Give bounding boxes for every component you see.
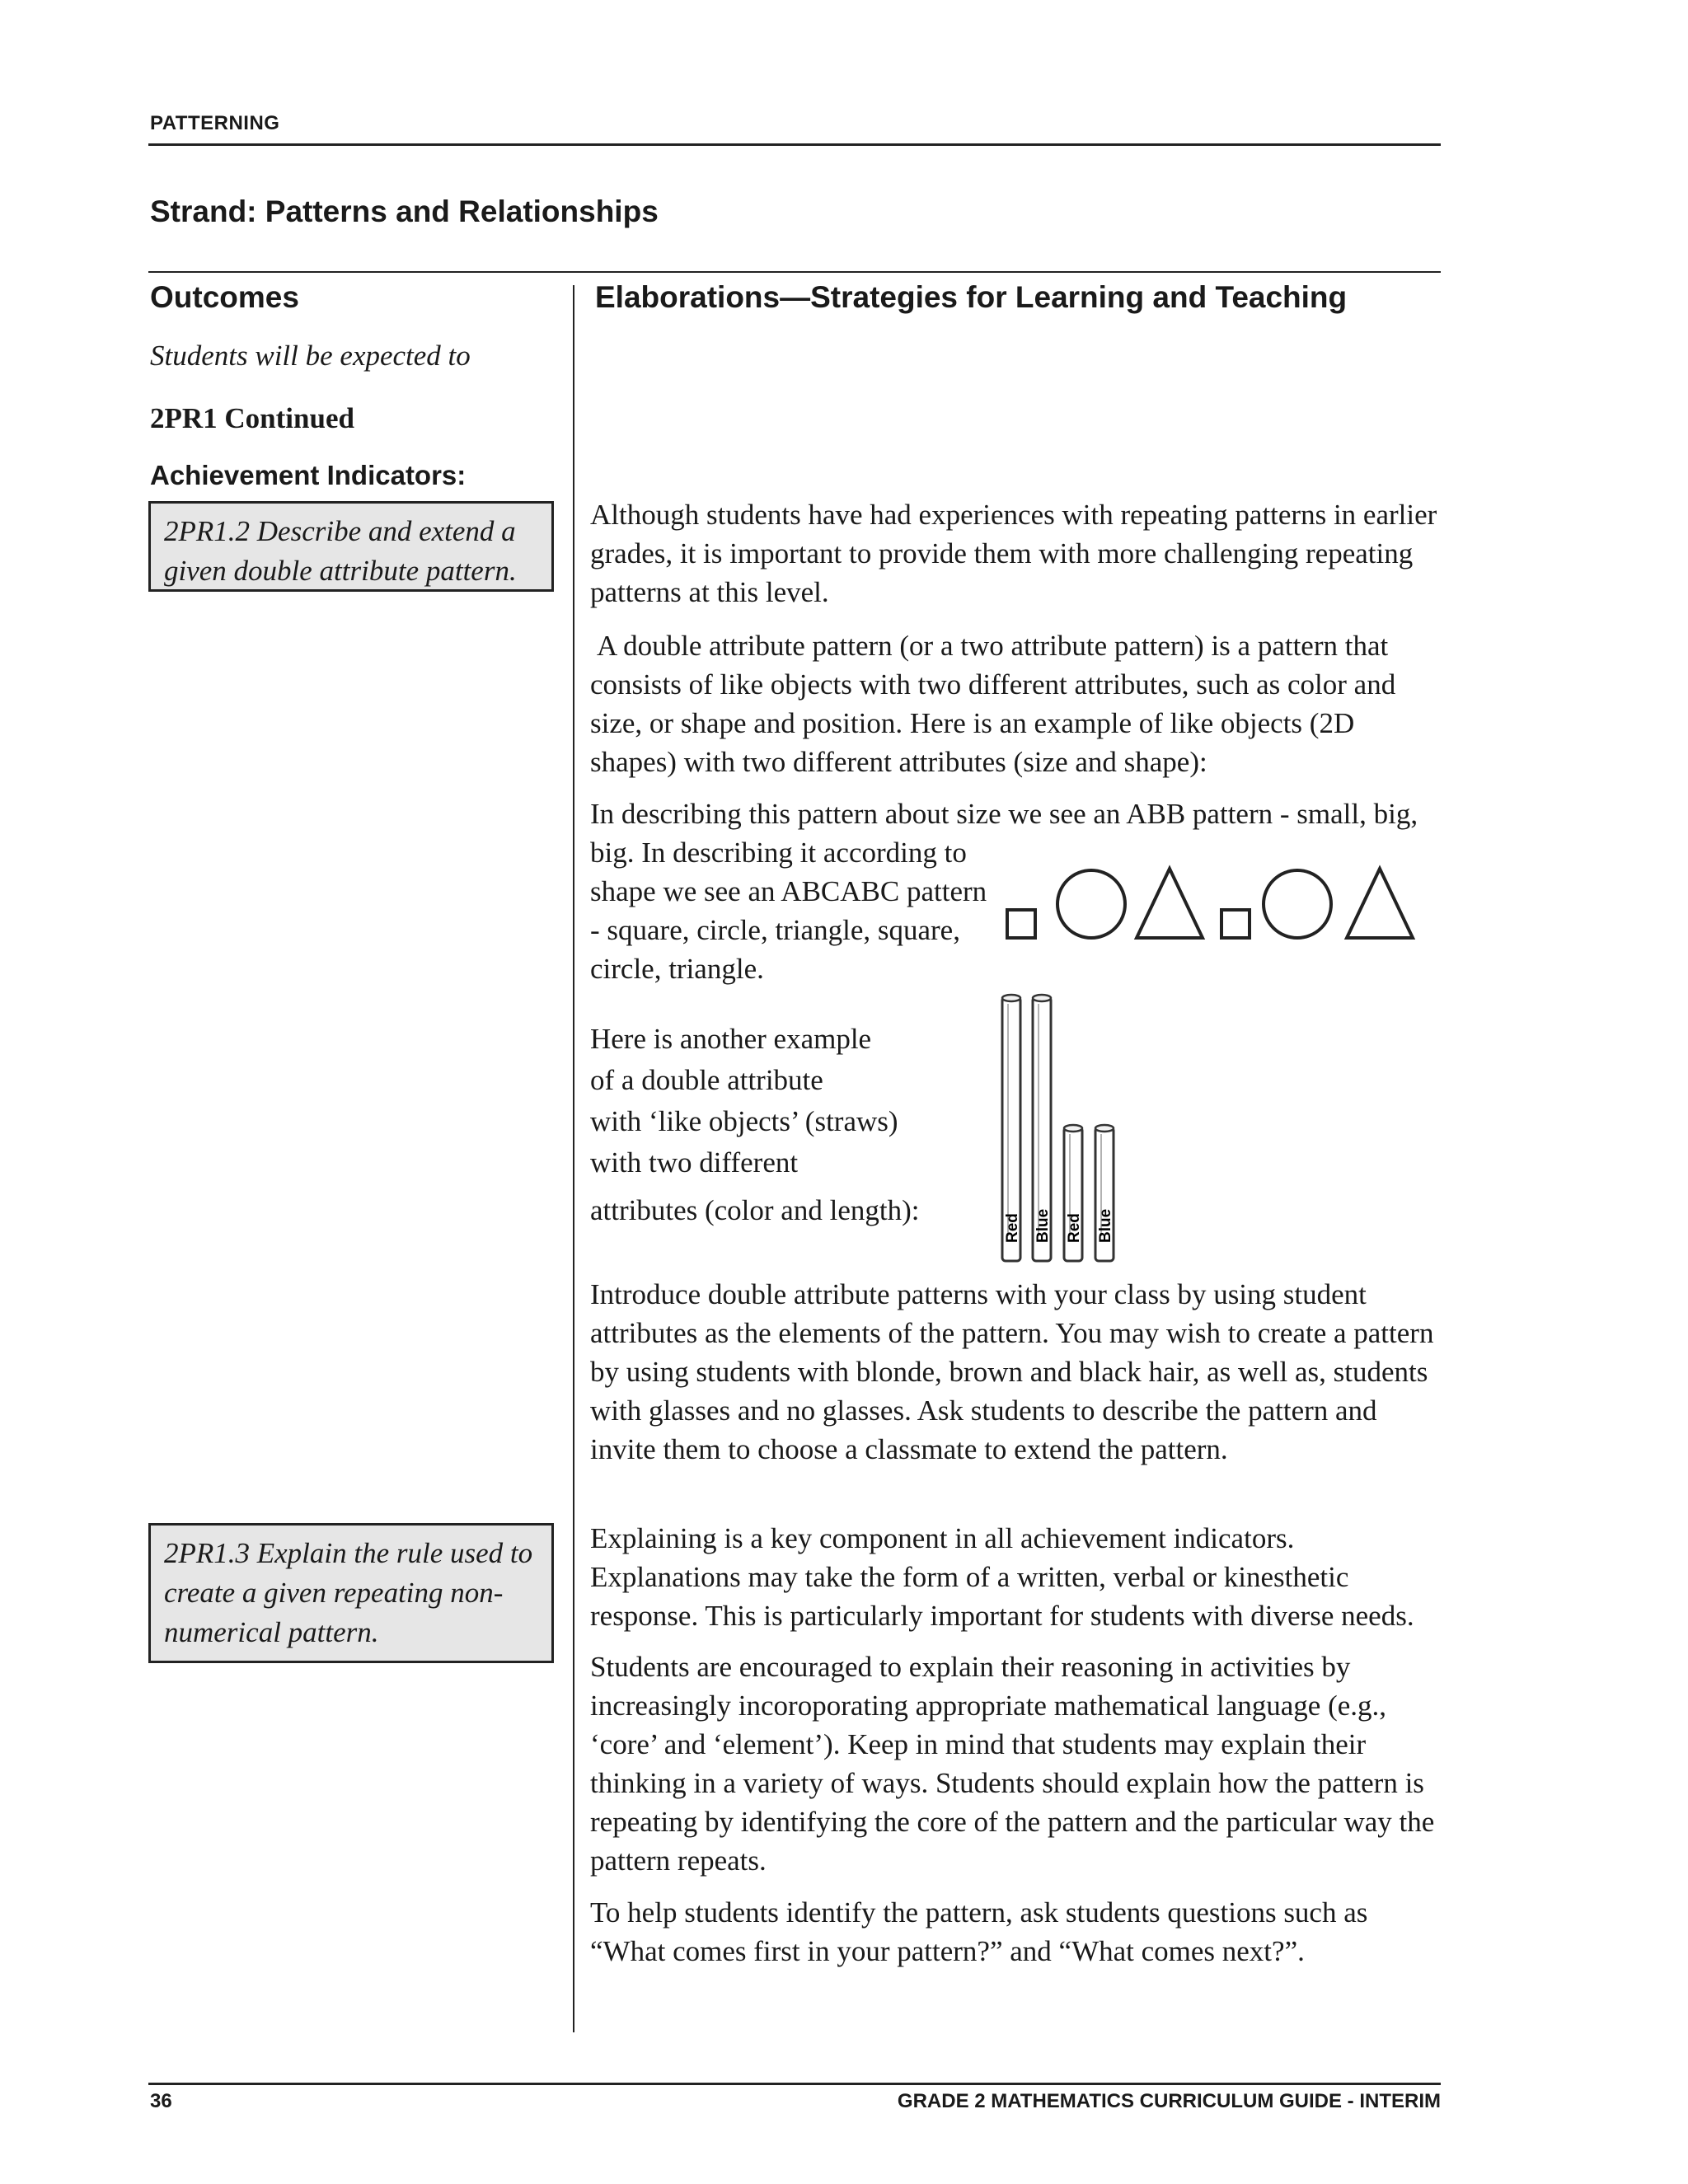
straws-figure (996, 989, 1128, 1269)
guide-title: GRADE 2 MATHEMATICS CURRICULUM GUIDE - INTERIM (897, 2090, 1441, 2112)
paragraph-line: with two different (590, 1146, 799, 1179)
straw-blue-long (1033, 995, 1052, 1261)
big-circle-shape (1057, 870, 1125, 938)
indicator-box-2pr1-2 (148, 501, 554, 592)
straw-red-short (1064, 1125, 1083, 1261)
indicator-text: 2PR1.2 Describe and extend a given double attribute pattern. (164, 515, 517, 587)
paragraph-students-reasoning: Students are encouraged to explain their reasoning in activities by increasingly incoroporating appropriate mathematical language (e.g., ‘core’ and ‘element’). Keep in mind that students may explain their thinking in a variety of ways. Students should explain how the pattern is repeating by identifying the core of the pattern and the particular way the pattern repeats. (590, 1651, 1435, 1877)
indicator-box-2pr1-3 (148, 1523, 554, 1663)
elaborations-heading: Elaborations—Strategies for Learning and Teaching (595, 280, 1348, 314)
outcomes-heading: Outcomes (150, 280, 299, 314)
strand-title: Strand: Patterns and Relationships (150, 194, 659, 228)
paragraph-repeating-patterns: Although students have had experiences with repeating patterns in earlier grades, it is important to provide them with more challenging repeating patterns at this level. (590, 499, 1437, 608)
paragraph-identify-pattern: To help students identify the pattern, ask students questions such as “What comes first in your pattern?” and “What comes next?”. (590, 1896, 1368, 1967)
straw-label: Red (1004, 1213, 1021, 1243)
paragraph-explaining: Explaining is a key component in all achievement indicators. Explanations may take the form of a written, verbal or kinesthetic response. This is particularly important for students with diverse needs. (590, 1522, 1414, 1632)
small-square-shape (1221, 910, 1250, 938)
paragraph-line: - square, circle, triangle, square, (590, 914, 960, 946)
straw-label: Blue (1097, 1208, 1114, 1243)
paragraph-line: with ‘like objects’ (straws) (590, 1105, 898, 1137)
column-divider (573, 285, 574, 2032)
paragraph-straws-example (590, 1019, 1019, 1231)
paragraph-line: big. In describing it according to (590, 837, 967, 869)
straw-blue-short (1095, 1125, 1114, 1261)
paragraph-line: shape we see an ABCABC pattern (590, 875, 987, 907)
big-triangle-shape (1137, 869, 1203, 938)
big-triangle-shape (1347, 869, 1413, 938)
running-head: PATTERNING (150, 112, 280, 134)
achievement-indicators-heading: Achievement Indicators: (150, 460, 467, 490)
paragraph-introduce-double-attribute: Introduce double attribute patterns with your class by using student attributes as the elements of the pattern. You may wish to create a pattern by using students with blonde, brown and black hair, as well as, students with glasses and no glasses. Ask students to describe the pattern and invite them to choose a classmate to extend the pattern. (590, 1278, 1434, 1465)
paragraph-line: Here is another example (590, 1023, 872, 1055)
big-circle-shape (1264, 870, 1331, 938)
paragraph-line: attributes (color and length): (590, 1194, 920, 1226)
header-rule (148, 143, 1441, 146)
paragraph-line: of a double attribute (590, 1064, 823, 1096)
paragraph-double-attribute-definition: A double attribute pattern (or a two attribute pattern) is a pattern that consists of like objects with two different attributes, such as color and size, or shape and position. Here is an example of like objects (2D shapes) with two different attributes (size and shape): (590, 630, 1396, 778)
paragraph-line: In describing this pattern about size we see an ABB pattern - small, big, (590, 798, 1418, 830)
shape-pattern-figure (999, 857, 1428, 948)
footer-rule (148, 2083, 1441, 2085)
section-rule (148, 271, 1441, 273)
page-number: 36 (150, 2090, 172, 2112)
paragraph-line: circle, triangle. (590, 953, 764, 985)
straw-red-long (1002, 995, 1021, 1261)
small-square-shape (1007, 910, 1035, 938)
straw-label: Blue (1034, 1208, 1052, 1243)
straw-label: Red (1066, 1213, 1083, 1243)
indicator-text: 2PR1.3 Explain the rule used to create a given repeating non-numerical pattern. (164, 1537, 533, 1648)
outcomes-intro: Students will be expected to (150, 340, 471, 372)
outcome-continued: 2PR1 Continued (150, 402, 354, 434)
